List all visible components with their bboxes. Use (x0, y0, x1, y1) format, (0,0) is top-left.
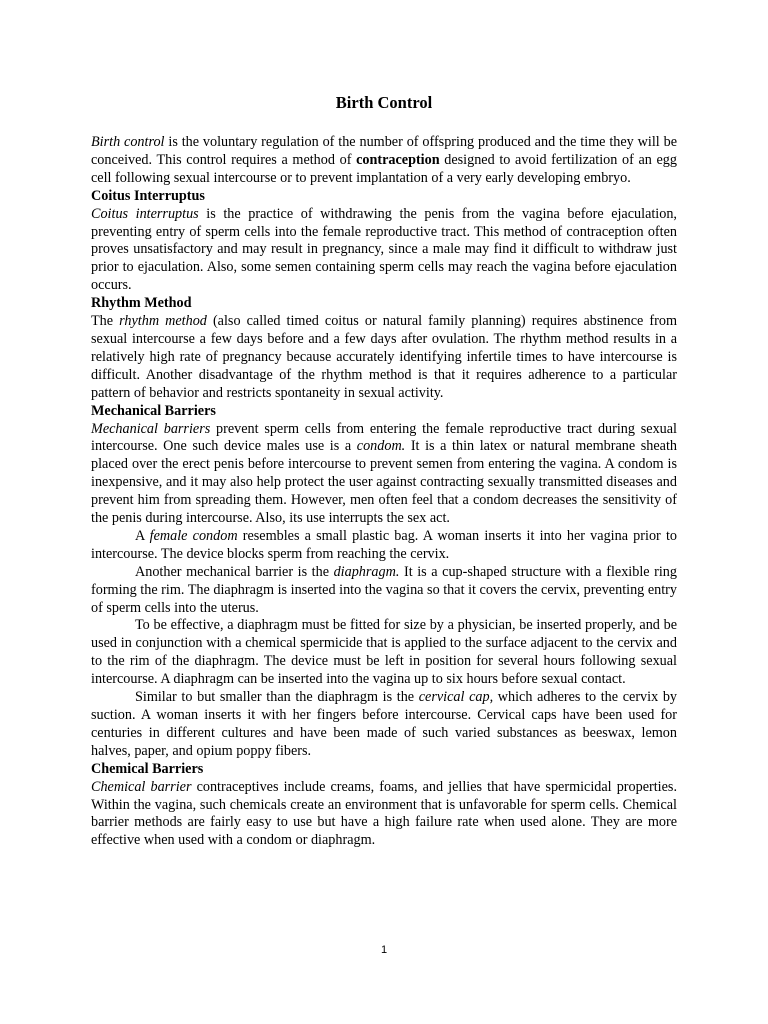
mechanical-paragraph-1: Mechanical barriers prevent sperm cells from entering the female reproductive tract during sexual intercourse. One such device males use is a condom. It is a thin latex or natural membrane sheath placed over the erect penis before intercourse to prevent semen from entering the vagina. A condom is inexpensive, and it may also help protect the user against contracting sexually transmitted diseases and prevent him from spreading them. However, men often feel that a condom decreases the sensitivity of the penis during intercourse. Also, its use interrupts the sex act. (91, 420, 677, 527)
page-title: Birth Control (335, 93, 433, 112)
intro-paragraph: Birth control is the voluntary regulation of the number of offspring produced and the time they will be conceived. This control requires a method of contraception designed to avoid fertilization of an egg cell following sexual intercourse or to prevent implantation of a very early developing embryo. (91, 134, 677, 186)
intro-bold-term: contraception (356, 151, 440, 168)
heading-coitus-interruptus: Coitus Interruptus (91, 187, 205, 204)
document-body (91, 134, 677, 850)
heading-mechanical-barriers: Mechanical Barriers (91, 402, 216, 419)
intro-term: Birth control (91, 134, 165, 150)
heading-chemical-barriers: Chemical Barriers (91, 760, 204, 777)
coitus-paragraph: Coitus interruptus is the practice of withdrawing the penis from the vagina before ejaculation, preventing entry of sperm cells into the female reproductive tract. This method of contraception often proves unsatisfactory and may result in pregnancy, since a male may find it difficult to withdraw just prior to ejaculation. Also, some semen containing sperm cells may reach the vagina before ejaculation occurs. (91, 205, 677, 294)
mechanical-paragraph-4: To be effective, a diaphragm must be fitted for size by a physician, be inserted properly, and be used in conjunction with a chemical spermicide that is applied to the surface adjacent to the cervix and to the rim of the diaphragm. The device must be left in position for several hours following sexual intercourse. A diaphragm can be inserted into the vagina up to six hours before sexual contact. (91, 617, 677, 688)
chemical-paragraph: Chemical barrier contraceptives include creams, foams, and jellies that have spermicidal properties. Within the vagina, such chemicals create an environment that is unfavorable for sperm cells. Chemical barrier methods are fairly easy to use but have a high failure rate when used alone. They are more effective when used with a condom or diaphragm. (91, 778, 677, 849)
heading-rhythm-method: Rhythm Method (91, 295, 192, 312)
mechanical-paragraph-3: Another mechanical barrier is the diaphragm. It is a cup-shaped structure with a flexible ring forming the rim. The diaphragm is inserted into the vagina so that it covers the cervix, preventing entry of sperm cells into the uterus. (91, 563, 677, 616)
mechanical-paragraph-2: A female condom resembles a small plastic bag. A woman inserts it into her vagina prior to intercourse. The device blocks sperm from reaching the cervix. (91, 527, 677, 562)
mechanical-paragraph-5: Similar to but smaller than the diaphragm is the cervical cap, which adheres to the cervix by suction. A woman inserts it with her fingers before intercourse. Cervical caps have been used for centuries in different cultures and have been made of such varied substances as beeswax, lemon halves, paper, and opium poppy fibers. (91, 689, 678, 759)
rhythm-paragraph: The rhythm method (also called timed coitus or natural family planning) requires abstinence from sexual intercourse a few days before and a few days after ovulation. The rhythm method results in a relatively high rate of pregnancy because accurately identifying infertile times to have intercourse is difficult. Another disadvantage of the rhythm method is that it requires adherence to a particular pattern of behavior and restricts spontaneity in sexual activity. (91, 313, 677, 401)
page-number: 1 (380, 944, 388, 956)
